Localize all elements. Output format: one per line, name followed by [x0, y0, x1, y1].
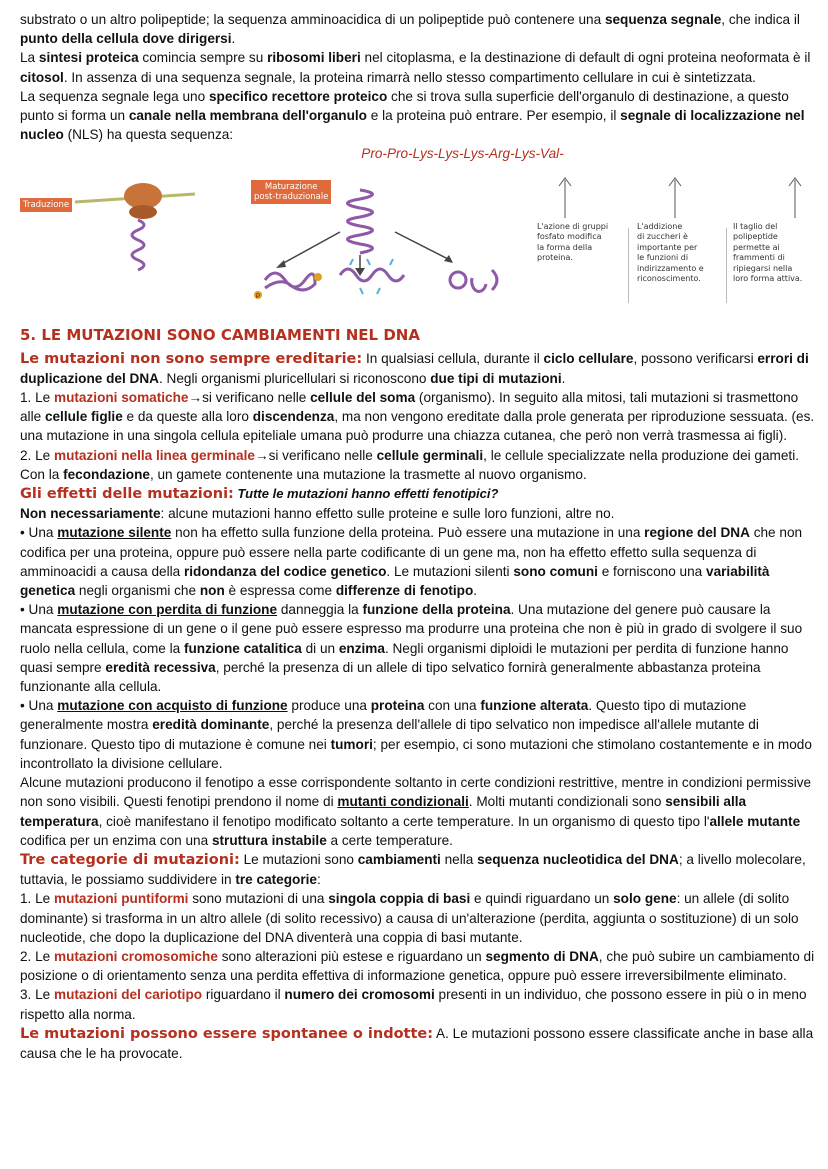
translation-tag: Traduzione	[20, 198, 72, 212]
point-mutations-paragraph: 1. Le mutazioni puntiformi sono mutazioni di una singola coppia di basi e quindi riguardano un solo gene: un allele (di solito dominante) si trasforma in un altro allele (di solito recessivo) a causa di un'alterazione (perdita, aggiunta o sostituzione) di un solo nucleotide, che dopo la duplicazione del DNA diventerà una coppia di basi mutante.	[20, 891, 799, 945]
phosphate-label: P	[255, 293, 261, 300]
nascent-polypeptide	[132, 220, 144, 270]
conditional-mutants-paragraph: Alcune mutazioni producono il fenotipo a esse corrispondente soltanto in certe condizioni restrittive, mentre in condizioni permissive non sono visibili. Questi fenotipi prendono il nome di mutanti condizionali. Molti mutanti condizionali sono sensibili alla temperatura, cioè manifestano il fenotipo modificato soltanto a certe temperature. In un organismo di questo tipo l'allele mutante codifica per un enzima con una struttura instabile a certe temperature.	[20, 775, 812, 848]
phosphate-group-1	[314, 273, 322, 281]
protein-illustration	[20, 170, 540, 315]
phosphorylated-protein	[265, 273, 315, 290]
caption-divider-1	[628, 228, 629, 303]
section-title: 5. LE MUTAZIONI SONO CAMBIAMENTI NEL DNA	[20, 325, 420, 344]
caption-phosphate: L'azione di gruppi fosfato modifica la forma della proteina.	[537, 221, 609, 263]
arrow-left	[280, 232, 340, 265]
folded-protein	[348, 190, 373, 253]
cleaved-protein-fragments	[450, 270, 497, 291]
not-necessarily-paragraph: Non necessariamente: alcune mutazioni hanno effetto sulle proteine e sulle loro funzioni, altre no.	[20, 506, 615, 522]
effects-heading-line: Gli effetti delle mutazioni: Tutte le mutazioni hanno effetti fenotipici?	[20, 486, 499, 503]
caption-arrows	[537, 170, 817, 220]
nls-sequence: Pro-Pro-Lys-Lys-Lys-Arg-Lys-Val-	[361, 146, 564, 162]
chromosomal-mutations-paragraph: 2. Le mutazioni cromosomiche sono alterazioni più estese e riguardano un segmento di DNA, che può subire un cambiamento di posizione o di orientamento senza una perdita effettiva di informazione genetica, oppure può essere irreversibilmente eliminato.	[20, 948, 815, 984]
categories-paragraph: Tre categorie di mutazioni: Le mutazioni sono cambiamenti nella sequenza nucleotidica del DNA; a livello molecolare, tuttavia, le possiamo suddividere in tre categorie:	[20, 851, 806, 888]
caption-sugar: L'addizione di zuccheri è importante per le funzioni di indirizzamento e riconoscimento.	[637, 221, 704, 284]
loss-of-function-paragraph: • Una mutazione con perdita di funzione danneggia la funzione della proteina. Una mutazione del genere può causare la mancata espressione di un gene o il gene può essere espresso ma produrre una proteina che non è più in grado di svolgere il suo ruolo nella cellula, come la funzione catalitica di un enzima. Negli organismi diploidi le mutazioni per perdita di funzione hanno quasi sempre eredità recessiva, perché la presenza di un allele di tipo selvatico fornirà generalmente abbastanza proteina funzionante alla cellula.	[20, 602, 803, 695]
caption-cleavage: Il taglio del polipeptide permette ai frammenti di ripiegarsi nella loro forma attiva.	[733, 221, 803, 284]
caption-divider-2	[726, 228, 727, 303]
gain-of-function-paragraph: • Una mutazione con acquisto di funzione produce una proteina con una funzione alterata. Questo tipo di mutazione generalmente mostra eredità dominante, perché la presenza dell'allele di tipo selvatico non impedisce all'allele mutante di funzionare. Questo tipo di mutazione è comune nei tumori; per esempio, ci sono mutazioni che stimolano costantemente e in modo incontrollato la divisione cellulare.	[20, 698, 812, 771]
arrow-right	[395, 232, 450, 260]
post-translational-figure	[20, 170, 815, 315]
karyotype-mutations-paragraph: 3. Le mutazioni del cariotipo riguardano il numero dei cromosomi presenti in un individuo, che possono essere in più o in meno rispetto alla norma.	[20, 987, 807, 1022]
document-page	[20, 10, 815, 1063]
intro-paragraph-3: La sequenza segnale lega uno specifico recettore proteico che si trova sulla superficie dell'organulo di destinazione, a questo punto si forma un canale nella membrana dell'organulo e la proteina può entrare. Per esempio, il segnale di localizzazione nel nucleo (NLS) ha questa sequenza:	[20, 88, 805, 143]
somatic-paragraph: 1. Le mutazioni somatiche→si verificano nelle cellule del soma (organismo). In seguito alla mitosi, tali mutazioni si trasmettono alle cellule figlie e da queste alla loro discendenza, ma non vengono ereditate dalla prole generata per riproduzione sessuata. (es. una mutazione in una singola cellula epiteliale umana può produrre una chiazza cutanea, che però non verrà trasmessa ai figli).	[20, 390, 815, 444]
ribosome-small-subunit	[129, 205, 157, 219]
germline-paragraph: 2. Le mutazioni nella linea germinale→si verificano nelle cellule germinali, le cellule specializzate nella produzione dei gameti. Con la fecondazione, un gamete contenente una mutazione la trasmette al nuovo organismo.	[20, 447, 800, 482]
maturation-tag: Maturazione post-traduzionale	[251, 180, 331, 204]
intro-paragraph-2: La sintesi proteica comincia sempre su ribosomi liberi nel citoplasma, e la destinazione di default di ogni proteina neoformata è il citosol. In assenza di una sequenza segnale, la proteina rimarrà nello stesso compartimento cellulare in cui è sintetizzata.	[20, 50, 811, 85]
heritability-paragraph: Le mutazioni non sono sempre ereditarie: In qualsiasi cellula, durante il ciclo cellulare, possono verificarsi errori di duplicazione del DNA. Negli organismi pluricellulari si riconoscono due tipi di mutazioni.	[20, 350, 809, 386]
spontaneous-induced-paragraph: Le mutazioni possono essere spontanee o indotte: A. Le mutazioni possono essere classificate anche in base alla causa che le ha provocate.	[20, 1025, 814, 1061]
silent-mutation-paragraph: • Una mutazione silente non ha effetto sulla funzione della proteina. Può essere una mutazione in una regione del DNA che non codifica per una proteina, oppure può essere nella parte codificante di un gene ma, non ha effetto effetto sulla sequenza di amminoacidi a causa della ridondanza del codice genetico. Le mutazioni silenti sono comuni e forniscono una variabilità genetica negli organismi che non è espressa come differenze di fenotipo.	[20, 525, 803, 599]
glycosylated-protein	[340, 269, 404, 281]
heading-heritability: Le mutazioni non sono sempre ereditarie:	[20, 350, 363, 367]
intro-paragraph-1: substrato o un altro polipeptide; la sequenza amminoacidica di un polipeptide può contenere una sequenza segnale, che indica il punto della cellula dove dirigersi.	[20, 12, 800, 47]
heading-categories: Tre categorie di mutazioni:	[20, 851, 240, 868]
heading-effects: Gli effetti delle mutazioni:	[20, 486, 234, 503]
heading-spontaneous: Le mutazioni possono essere spontanee o indotte:	[20, 1025, 434, 1042]
